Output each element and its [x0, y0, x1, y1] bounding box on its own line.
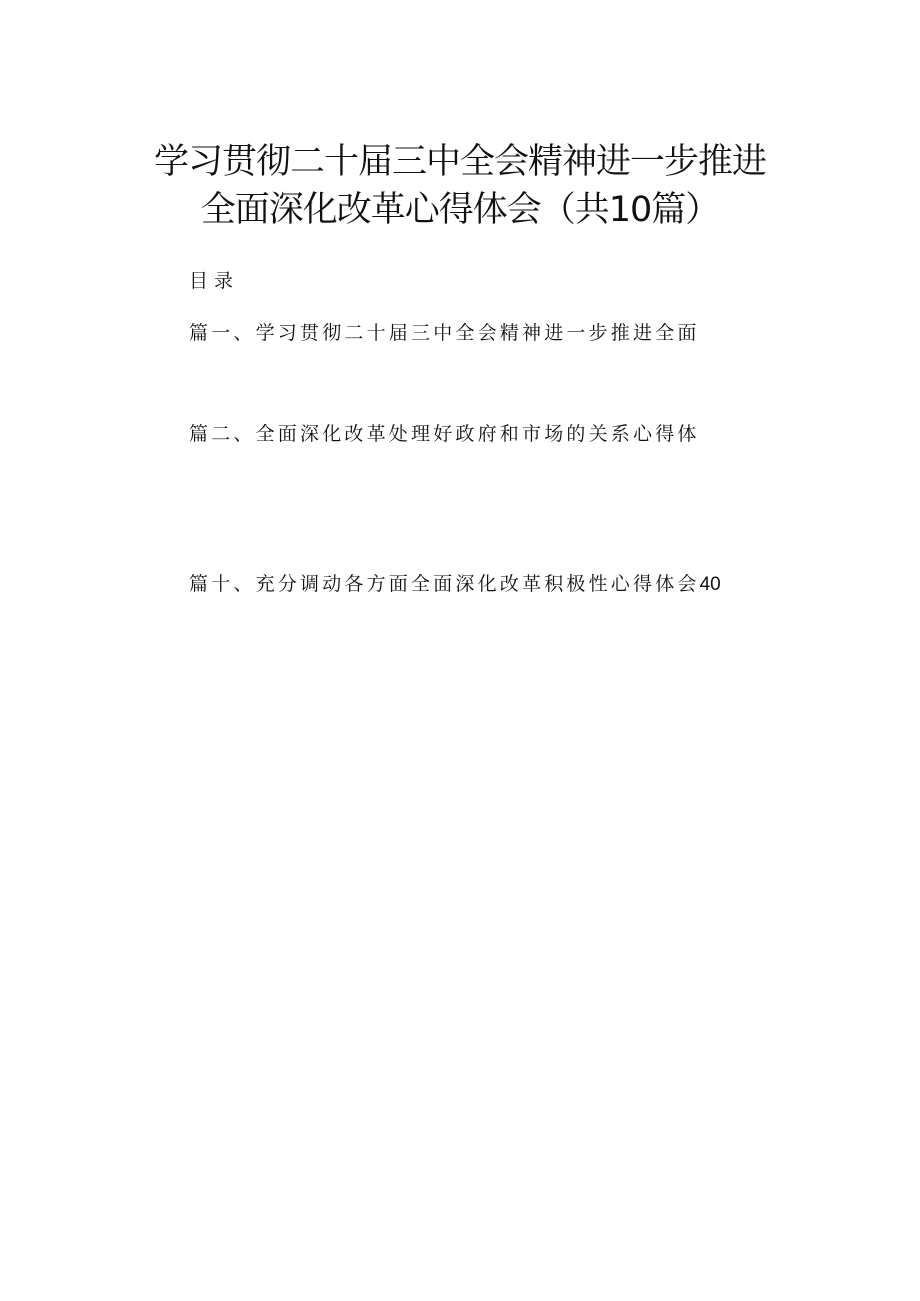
- toc-entry-text: 篇一、学习贯彻二十届三中全会精神进一步推进全面: [189, 322, 700, 344]
- toc-entry-1[interactable]: [189, 320, 700, 347]
- toc-entry-text: 篇二、全面深化改革处理好政府和市场的关系心得体: [189, 423, 700, 445]
- toc-entry-2[interactable]: [189, 421, 700, 448]
- document-title-line-2: 全面深化改革心得体会（共10篇）: [200, 190, 720, 230]
- toc-entry-text: 篇十、充分调动各方面全面深化改革积极性心得体会: [189, 573, 700, 595]
- toc-entry-10[interactable]: [189, 571, 721, 598]
- document-title-line-1: 学习贯彻二十届三中全会精神进一步推进: [153, 142, 766, 182]
- toc-heading: 目录: [189, 270, 240, 292]
- toc-entry-page: 40: [699, 574, 721, 595]
